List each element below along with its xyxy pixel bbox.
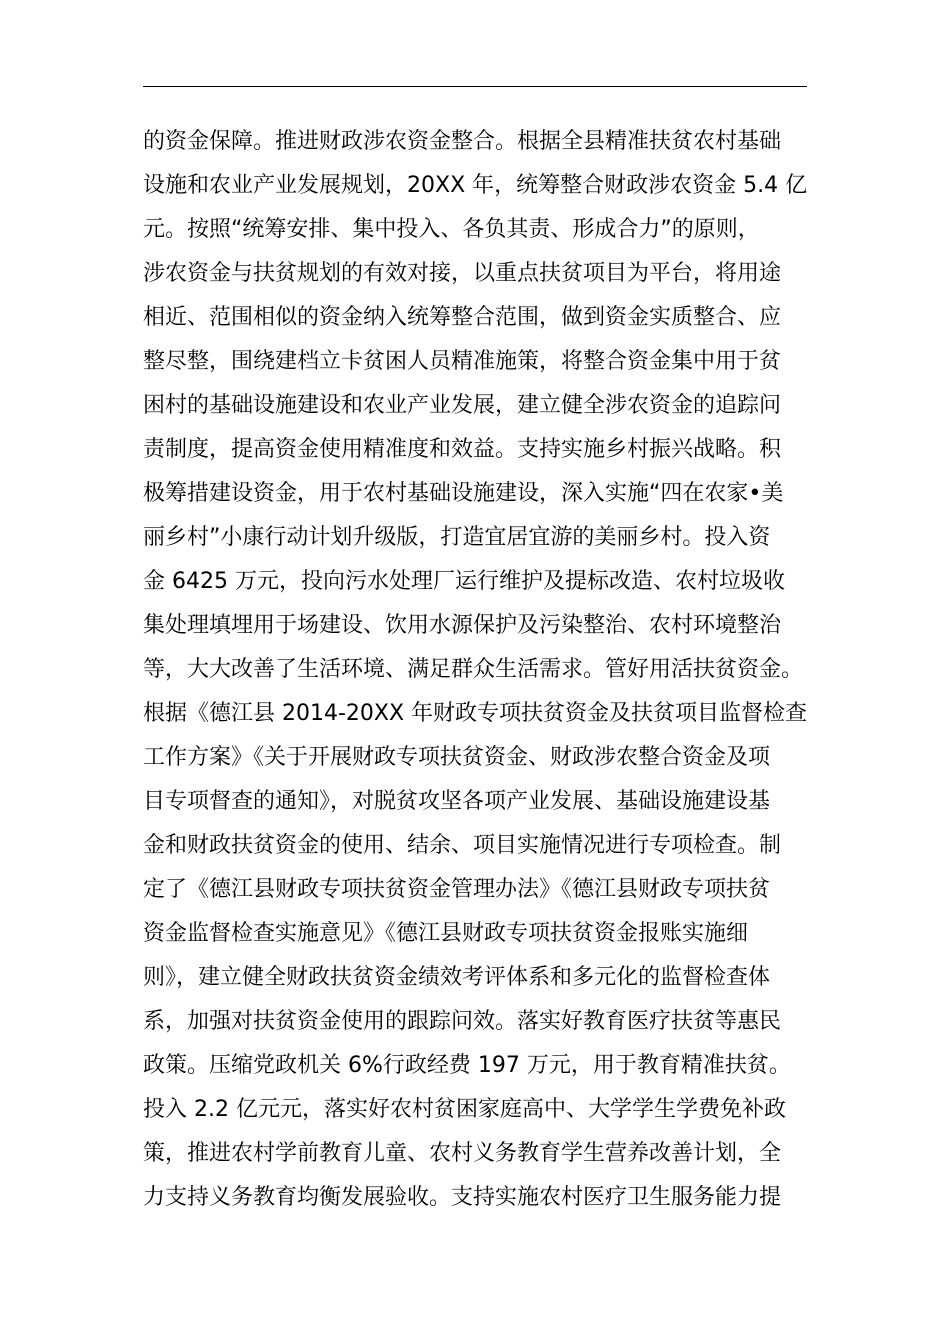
text-line: 根据《德江县 2014-20XX 年财政专项扶贫资金及扶贫项目监督检查 — [143, 701, 808, 726]
text-line: 丽乡村”小康行动计划升级版，打造宜居宜游的美丽乡村。投入资 — [143, 525, 771, 550]
text-line: 责制度，提高资金使用精准度和效益。支持实施乡村振兴战略。积 — [143, 437, 782, 462]
text-line: 目专项督查的通知》，对脱贫攻坚各项产业发展、基础设施建设基 — [143, 789, 771, 814]
text-line: 设施和农业产业发展规划，20XX 年，统筹整合财政涉农资金 5.4 亿 — [143, 173, 808, 198]
text-line: 整尽整，围绕建档立卡贫困人员精准施策，将整合资金集中用于贫 — [143, 349, 782, 374]
text-line: 工作方案》《关于开展财政专项扶贫资金、财政涉农整合资金及项 — [143, 745, 771, 770]
text-line: 困村的基础设施建设和农业产业发展，建立健全涉农资金的追踪问 — [143, 393, 782, 418]
text-line: 元。按照“统筹安排、集中投入、各负其责、形成合力”的原则， — [143, 217, 760, 242]
text-line: 力支持义务教育均衡发展验收。支持实施农村医疗卫生服务能力提 — [143, 1185, 782, 1210]
text-line: 金 6425 万元，投向污水处理厂运行维护及提标改造、农村垃圾收 — [143, 569, 785, 594]
text-line: 极筹措建设资金，用于农村基础设施建设，深入实施“四在农家•美 — [143, 481, 784, 506]
body-paragraph — [143, 120, 833, 1220]
text-line: 定了《德江县财政专项扶贫资金管理办法》《德江县财政专项扶贫 — [143, 877, 771, 902]
text-line: 涉农资金与扶贫规划的有效对接，以重点扶贫项目为平台，将用途 — [143, 261, 782, 286]
text-line: 资金监督检查实施意见》《德江县财政专项扶贫资金报账实施细 — [143, 921, 749, 946]
text-line: 策，推进农村学前教育儿童、农村义务教育学生营养改善计划，全 — [143, 1141, 782, 1166]
text-line: 政策。压缩党政机关 6%行政经费 197 万元，用于教育精准扶贫。 — [143, 1053, 791, 1078]
text-line: 系，加强对扶贫资金使用的跟踪问效。落实好教育医疗扶贫等惠民 — [143, 1009, 782, 1034]
text-line: 则》，建立健全财政扶贫资金绩效考评体系和多元化的监督检查体 — [143, 965, 771, 990]
text-line: 金和财政扶贫资金的使用、结余、项目实施情况进行专项检查。制 — [143, 833, 782, 858]
header-rule — [143, 86, 807, 87]
text-line: 相近、范围相似的资金纳入统筹整合范围，做到资金实质整合、应 — [143, 305, 782, 330]
text-line: 集处理填埋用于场建设、饮用水源保护及污染整治、农村环境整治 — [143, 613, 782, 638]
text-line: 的资金保障。推进财政涉农资金整合。根据全县精准扶贫农村基础 — [143, 129, 782, 154]
text-line: 投入 2.2 亿元元，落实好农村贫困家庭高中、大学学生学费免补政 — [143, 1097, 786, 1122]
text-line: 等，大大改善了生活环境、满足群众生活需求。管好用活扶贫资金。 — [143, 657, 804, 682]
